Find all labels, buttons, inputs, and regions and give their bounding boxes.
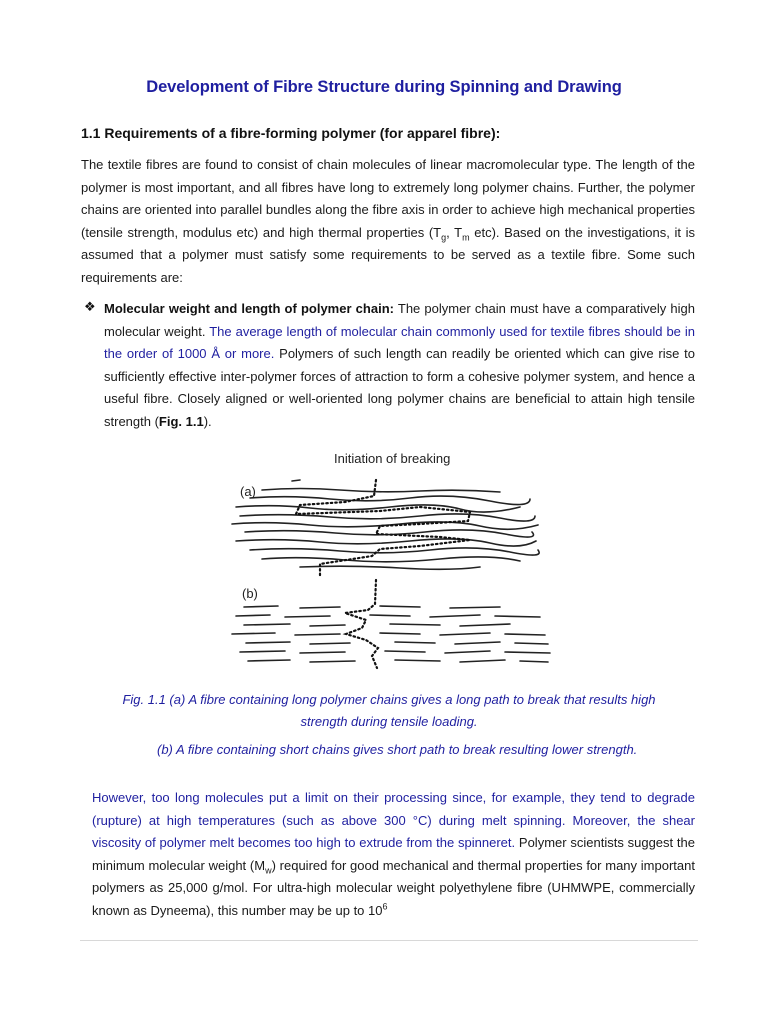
polymer-chain: [440, 633, 490, 635]
polymer-chain: [495, 616, 540, 617]
bullet-text-2: Polymers of such length can readily be oriented which can give rise to sufficiently effective inter-polymer forces of attraction to form a cohesive polymer system, and hence a useful fibre. Closely aligned or well-oriented long polymer chains are beneficial to attain high tensile strength (: [104, 346, 695, 429]
polymer-chain: [450, 607, 500, 608]
polymer-chain: [232, 522, 538, 529]
polymer-chain: [236, 505, 520, 512]
polymer-chain: [430, 615, 480, 617]
polymer-chain: [380, 633, 420, 634]
polymer-chain: [505, 652, 550, 653]
bullet-text-3: ).: [203, 413, 212, 429]
polymer-chain: [300, 566, 480, 569]
polymer-chain: [295, 634, 340, 635]
polymer-chain: [240, 651, 285, 652]
intro-text-3: etc). Based on the investigations, it is assumed that a polymer must satisfy some requirements to be served as a textile fibre. Some such requirements are:: [81, 224, 696, 285]
polymer-chain: [248, 660, 290, 661]
diamond-bullet-icon: ❖: [84, 299, 96, 314]
subscript-m: m: [462, 232, 470, 243]
page-divider: [80, 940, 698, 941]
polymer-chain: [232, 633, 275, 634]
polymer-chain: [455, 642, 500, 644]
figure-reference: Fig. 1.1: [158, 413, 204, 429]
polymer-chain: [460, 624, 510, 626]
break-path-short: [345, 580, 378, 668]
polymer-chain: [236, 615, 270, 616]
polymer-chain: [515, 643, 548, 644]
polymer-chain: [262, 557, 520, 562]
polymer-chain: [310, 625, 345, 626]
second-paragraph: [92, 787, 695, 923]
subscript-g: g: [441, 232, 447, 243]
polymer-chain: [395, 660, 440, 661]
document-title: Development of Fibre Structure during Spinning and Drawing: [146, 78, 622, 96]
figure-label-b: (b): [242, 586, 258, 601]
polymer-chain: [292, 480, 300, 481]
polymer-chain: [395, 642, 435, 643]
figure-caption-a: Fig. 1.1 (a) A fibre containing long polymer chains gives a long path to break that results high strength during tensile loading.: [122, 692, 656, 729]
polymer-chain: [370, 615, 410, 616]
polymer-chain: [236, 539, 536, 546]
superscript-6: 6: [382, 901, 388, 912]
polymer-chain: [244, 624, 290, 625]
figure-label-a: (a): [240, 484, 256, 499]
polymer-chain: [310, 661, 355, 662]
bullet-text-1: The polymer chain must have a comparatively high molecular weight.: [104, 301, 695, 339]
polymer-chain: [244, 606, 278, 607]
polymer-chain: [250, 548, 539, 555]
bullet-label: Molecular weight and length of polymer chain:: [104, 301, 394, 316]
polymer-chain: [246, 642, 290, 643]
intro-text-1: The textile fibres are found to consist of chain molecules of linear macromolecular type. The length of the polymer is most important, and all fibres have long to extremely long polymer chains. Further, the polymer chains are oriented into parallel bundles along the fibre axis in order to achieve high mechanical properties (tensile strength, modulus etc) and high thermal properties (T: [81, 157, 695, 240]
long-chains-group: [232, 480, 539, 569]
polymer-chain: [385, 651, 425, 652]
short-chains-group: [232, 606, 550, 662]
polymer-chain: [245, 530, 533, 537]
polymer-chain: [262, 489, 500, 493]
polymer-chain: [310, 643, 350, 644]
polymer-chain: [240, 514, 535, 521]
polymer-chain: [460, 660, 505, 662]
polymer-chain: [505, 634, 545, 635]
polymer-chain: [300, 607, 340, 608]
second-para-highlight: However, too long molecules put a limit on their processing since, for example, they tend to degrade (rupture) at high temperatures (such as above 300 °C) during melt spinning. Moreover, the shear viscosity of polymer melt becomes too high to extrude from the spinneret.: [92, 790, 695, 851]
second-para-text-1: Polymer scientists suggest the minimum molecular weight (M: [92, 835, 695, 873]
section-heading: 1.1 Requirements of a fibre-forming polymer (for apparel fibre):: [81, 125, 501, 141]
second-para-text-2: ) required for good mechanical and thermal properties for many important polymers as 25,000 g/mol. For ultra-high molecular weight polyethylene fibre (UHMWPE, commercially known as Dyneema), this number may be up to 10: [92, 857, 695, 918]
polymer-chain: [285, 616, 330, 617]
polymer-chain: [380, 606, 420, 607]
polymer-chain: [250, 496, 530, 504]
polymer-chain: [520, 661, 548, 662]
bullet-highlight: The average length of molecular chain commonly used for textile fibres should be in the order of 1000 Å or more.: [104, 323, 695, 362]
polymer-chain: [300, 652, 345, 653]
subscript-w: w: [265, 865, 272, 876]
figure-title: Initiation of breaking: [334, 451, 451, 466]
polymer-chain: [445, 651, 490, 653]
polymer-chain: [390, 624, 440, 625]
intro-text-2: , T: [446, 224, 463, 240]
figure-caption-b: (b) A fibre containing short chains gives short path to break resulting lower strength.: [157, 742, 638, 757]
